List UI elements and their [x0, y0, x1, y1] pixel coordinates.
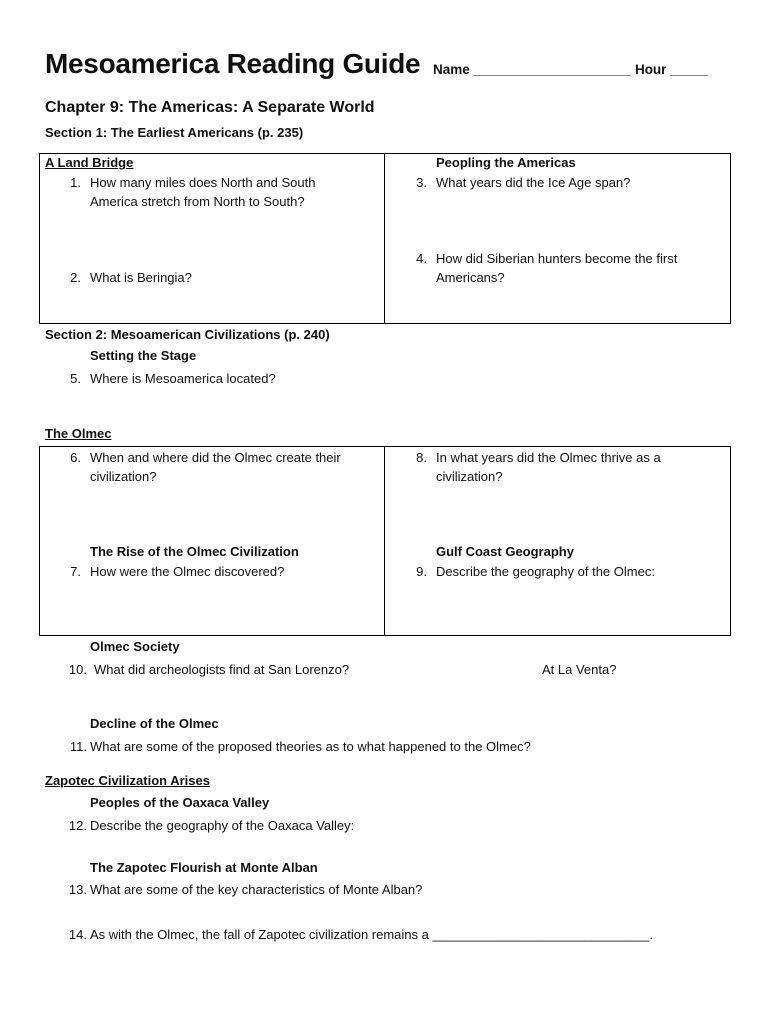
question-3	[391, 173, 721, 193]
question-text: In what years did the Olmec thrive as a	[436, 450, 661, 465]
question-number: 5.	[70, 371, 81, 386]
question-text: What are some of the proposed theories as to what happened to the Olmec?	[90, 739, 531, 754]
question-number: 12.	[68, 818, 87, 833]
name-hour-line: Name _____________________ Hour _____	[433, 62, 708, 77]
question-text-cont: civilization?	[90, 469, 157, 484]
question-text: What years did the Ice Age span?	[436, 175, 631, 190]
question-text: As with the Olmec, the fall of Zapotec civilization remains a ______________________________.	[90, 927, 653, 942]
table-divider	[384, 154, 385, 323]
zapotec-heading: Zapotec Civilization Arises	[45, 773, 210, 788]
question-7	[45, 562, 375, 582]
peopling-heading: Peopling the Americas	[436, 155, 576, 170]
question-number: 1.	[70, 175, 81, 190]
question-text: What is Beringia?	[90, 270, 192, 285]
question-text-cont: civilization?	[436, 469, 503, 484]
question-10-b: At La Venta?	[542, 662, 617, 677]
question-number: 6.	[70, 450, 81, 465]
monte-alban-heading: The Zapotec Flourish at Monte Alban	[90, 860, 318, 875]
question-number: 3.	[416, 175, 427, 190]
question-number: 11.	[69, 739, 87, 754]
chapter-heading: Chapter 9: The Americas: A Separate World	[45, 99, 375, 116]
question-8	[391, 448, 721, 488]
page-title: Mesoamerica Reading Guide	[45, 48, 421, 79]
rise-of-olmec-heading: The Rise of the Olmec Civilization	[90, 544, 299, 559]
question-4	[391, 249, 721, 289]
question-text: What are some of the key characteristics of Monte Alban?	[90, 882, 423, 897]
table-divider	[384, 447, 385, 635]
question-text: Describe the geography of the Olmec:	[436, 564, 655, 579]
land-bridge-heading: A Land Bridge	[45, 155, 134, 170]
question-11	[45, 737, 645, 757]
question-13	[45, 880, 545, 900]
question-text: How did Siberian hunters become the first	[436, 251, 678, 266]
question-10	[45, 660, 445, 680]
oaxaca-heading: Peoples of the Oaxaca Valley	[90, 795, 270, 810]
question-number: 14.	[68, 927, 87, 942]
question-1	[45, 173, 375, 213]
question-6	[45, 448, 375, 488]
question-12	[45, 816, 545, 836]
olmec-society-heading: Olmec Society	[90, 639, 180, 654]
question-number: 10.	[68, 662, 87, 677]
olmec-heading: The Olmec	[45, 426, 112, 441]
question-number: 7.	[70, 564, 81, 579]
question-text-cont: America stretch from North to South?	[90, 194, 305, 209]
question-14	[45, 925, 725, 945]
section2-heading: Section 2: Mesoamerican Civilizations (p. 240)	[45, 327, 330, 342]
question-number: 4.	[416, 251, 427, 266]
question-text: When and where did the Olmec create their	[90, 450, 341, 465]
decline-olmec-heading: Decline of the Olmec	[90, 716, 219, 731]
question-2	[45, 268, 375, 288]
question-text: Describe the geography of the Oaxaca Valley:	[90, 818, 355, 833]
question-text: How were the Olmec discovered?	[90, 564, 285, 579]
question-number: 2.	[70, 270, 81, 285]
question-5	[45, 369, 445, 389]
question-number: 8.	[416, 450, 427, 465]
gulf-coast-heading: Gulf Coast Geography	[436, 544, 574, 559]
question-text: What did archeologists find at San Lorenzo?	[94, 662, 350, 677]
question-9	[391, 562, 721, 582]
question-text-cont: Americans?	[436, 270, 505, 285]
section1-heading: Section 1: The Earliest Americans (p. 235)	[45, 125, 304, 140]
question-number: 13.	[68, 882, 87, 897]
question-text: Where is Mesoamerica located?	[90, 371, 276, 386]
setting-stage-heading: Setting the Stage	[90, 348, 197, 363]
question-number: 9.	[416, 564, 427, 579]
question-text: How many miles does North and South	[90, 175, 316, 190]
